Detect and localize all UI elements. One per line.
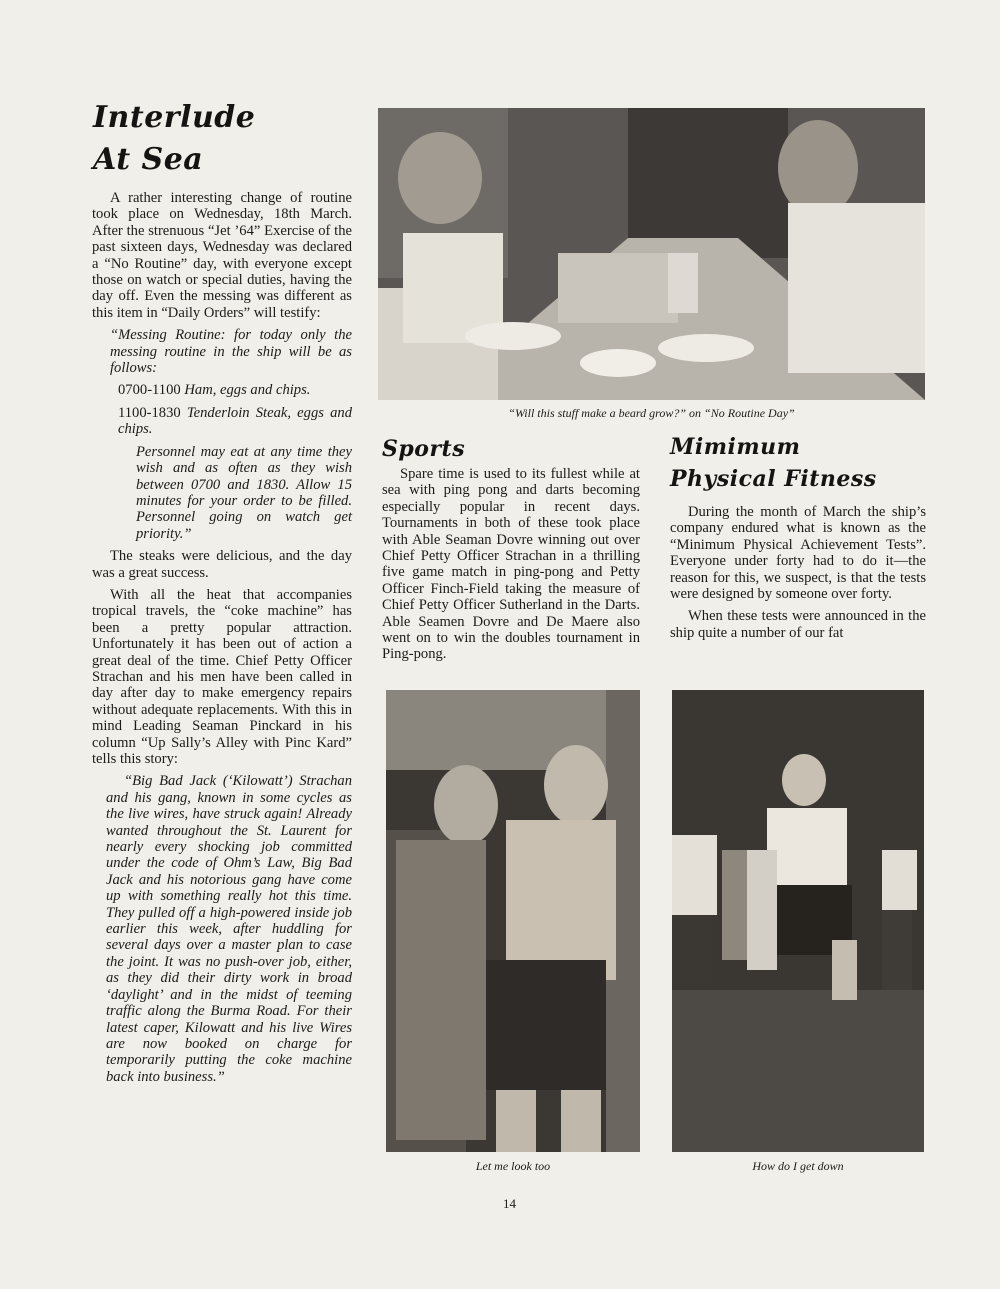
menu-line-1 [118, 382, 352, 398]
menu-time-2: 1100-1830 [118, 404, 181, 421]
article-paragraph: With all the heat that accompanies tropical travels, the “coke machine” has been a pretty popular attraction. Unfortunately it has been out of action a great deal of the time. Chief Petty Officer Strachan and his men have been called in day after day to make emergency repairs without adequate replacements. With this in mind Leading Seaman Pinckard in his column “Up Sally’s Alley with Pinc Kard” tells this story: [92, 586, 352, 767]
column-quote: “Big Bad Jack (‘Kilowatt’) Strachan and his gang, known in some cycles as the live wires, have struck again! Already wanted throughout the St. Laurent for nearly every shocking job committed under the code of Ohm’s Law, Big Bad Jack and his notorious gang have come up with something really hot this time. They pulled off a high-powered inside job earlier this week, after huddling for several days over a master plan to case the joint. It was no push-over job, either, as they did their dirty work in broad ‘daylight’ and in the midst of teeming traffic along the Burma Road. For their latest caper, Kilowatt and his live Wires are now booked on charge for temporarily putting the coke machine back into business.” [106, 773, 352, 1085]
fitness-test-photo [672, 690, 924, 1152]
fitness-paragraph: When these tests were announced in the ship quite a number of our fat [670, 608, 926, 641]
menu-time-1: 0700-1100 [118, 382, 181, 399]
dining-photo [378, 108, 925, 400]
fitness-title-line1: Mimimum [670, 434, 801, 460]
sports-title: Sports [382, 436, 466, 462]
sports-body [382, 466, 640, 669]
article-title-line1: Interlude [93, 100, 256, 135]
right-photo-caption: How do I get down [752, 1159, 844, 1173]
top-photo-caption: “Will this stuff make a beard grow?” on “No Routine Day” [508, 406, 795, 420]
quote-line: “Messing Routine: for today only the messing routine in the ship will be as follows: [110, 327, 352, 377]
fitness-test-photo-image [672, 690, 924, 1152]
sports-paragraph: Spare time is used to its fullest while at sea with ping pong and darts becoming especially popular in recent days. Tournaments in both of these took place with Able Seaman Dovre winning out over Chief Petty Officer Strachan in a thrilling five game match in ping-pong and Petty Officer Finch-Field taking the measure of Chief Petty Officer Sutherland in the Darts. Able Seamen Dovre and De Maere also went on to win the doubles tournament in Ping-pong. [382, 466, 640, 663]
menu-item-2: Tenderloin Steak, eggs and chips. [118, 404, 352, 438]
quote-line: Personnel may eat at any time they wish and as often as they wish between 0700 and 1830. Allow 15 minutes for your order to be filled. Personnel going on watch get priority.” [136, 443, 352, 542]
fitness-paragraph: During the month of March the ship’s company endured what is known as the “Minimum Physical Achievement Tests”. Everyone under forty had to do it—the reason for this, we suspect, is that the tests were designed by someone over forty. [670, 504, 926, 603]
article-body [92, 190, 352, 1091]
page-number: 14 [503, 1196, 516, 1211]
coke-machine-photo [386, 690, 640, 1152]
article-paragraph: The steaks were delicious, and the day was a great success. [92, 548, 352, 581]
menu-item-1: Ham, eggs and chips. [184, 382, 311, 399]
left-photo-caption: Let me look too [475, 1159, 551, 1173]
fitness-body [670, 504, 926, 647]
menu-line-2 [118, 405, 352, 438]
fitness-title-line2: Physical Fitness [670, 466, 877, 492]
dining-photo-image [378, 108, 925, 400]
article-paragraph: A rather interesting change of routine took place on Wednesday, 18th March. After the strenuous “Jet ’64” Exercise of the past sixteen days, Wednesday was declared a “No Routine” day, with everyone except those on watch or special duties, having the day off. Even the messing was different as this item in “Daily Orders” will testify: [92, 190, 352, 321]
coke-machine-photo-image [386, 690, 640, 1152]
daily-orders-quote [110, 327, 352, 542]
article-title-line2: At Sea [93, 142, 204, 177]
